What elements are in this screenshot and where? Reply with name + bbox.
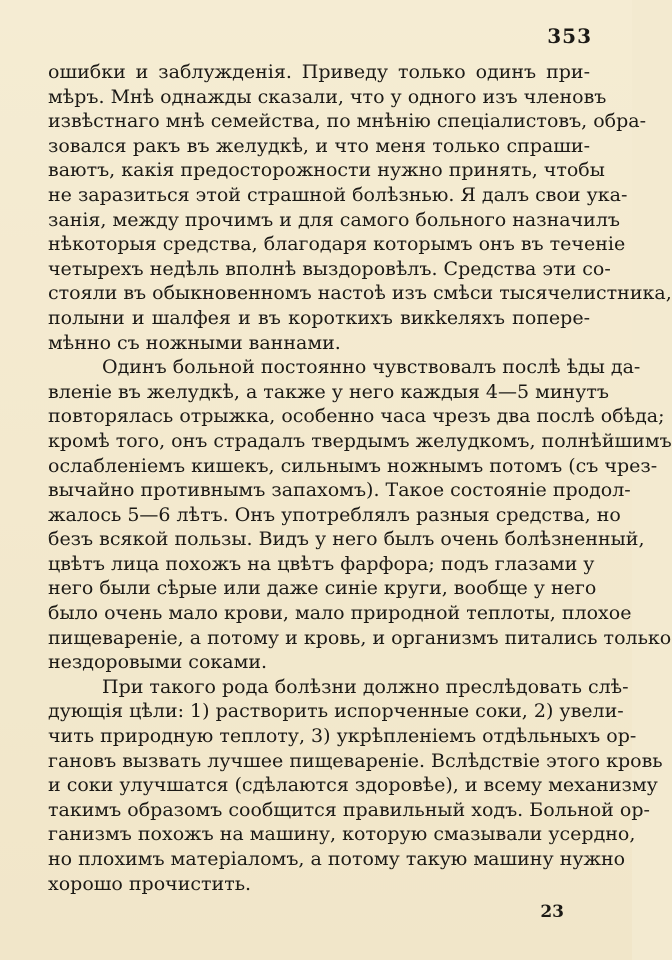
text-line: мѣръ. Мнѣ однажды сказали, что у одного изъ членовъ xyxy=(48,85,607,108)
text-line: кромѣ того, онъ страдалъ твердымъ желудкомъ, полнѣйшимъ xyxy=(48,429,672,452)
text-line: ваютъ, какія предосторожности нужно принять, чтобы xyxy=(48,159,605,182)
text-line: хорошо прочистить. xyxy=(48,872,252,895)
text-line: стояли въ обыкновенномъ настоѣ изъ смѣси тысячелистника, xyxy=(48,282,672,305)
text-line: повторялась отрыжка, особенно часа чрезъ два послѣ обѣда; xyxy=(48,405,665,428)
text-line: него были сѣрые или даже синіе круги, вообще у него xyxy=(48,577,597,600)
printer-signature: 23 xyxy=(540,902,564,922)
text-line: жалось 5—6 лѣтъ. Онъ употреблялъ разныя средства, но xyxy=(48,503,621,526)
body-text xyxy=(48,60,672,896)
text-line: ганизмъ похожъ на машину, которую смазывали усердно, xyxy=(48,823,636,846)
text-line: мѣнно съ ножными ваннами. xyxy=(48,331,341,354)
text-line: ослабленіемъ кишекъ, сильнымъ ножнымъ потомъ (съ чрез- xyxy=(48,454,658,477)
text-line: Одинъ больной постоянно чувствовалъ послѣ ѣды да- xyxy=(102,356,641,379)
text-line: полыни и шалфея и въ короткихъ викkеляхъ попере- xyxy=(48,306,590,329)
text-line: цвѣтъ лица похожъ на цвѣтъ фарфора; подъ глазами у xyxy=(48,552,595,575)
text-line: нѣкоторыя средства, благодаря которымъ онъ въ теченіе xyxy=(48,233,626,256)
text-line: зовался ракъ въ желудкѣ, и что меня только спраши- xyxy=(48,134,590,157)
text-line: было очень мало крови, мало природной теплоты, плохое xyxy=(48,602,632,625)
text-line: четырехъ недѣль вполнѣ выздоровѣлъ. Средства эти со- xyxy=(48,257,611,280)
text-line: безъ всякой пользы. Видъ у него былъ очень болѣзненный, xyxy=(48,528,645,551)
text-line: извѣстнаго мнѣ семейства, по мнѣнію спеціалистовъ, обра- xyxy=(48,110,647,133)
text-line: вленіе въ желудкѣ, а также у него каждыя 4—5 минутъ xyxy=(48,380,609,403)
text-line: не заразиться этой страшной болѣзнью. Я далъ свои ука- xyxy=(48,183,628,206)
text-line: занія, между прочимъ и для самого больного назначилъ xyxy=(48,208,620,231)
text-line: пищевареніе, а потому и кровь, и организмъ питались только xyxy=(48,626,672,649)
text-line: но плохимъ матеріаломъ, а потому такую машину нужно xyxy=(48,848,626,870)
text-line: ошибки и заблужденія. Приведу только одинъ при- xyxy=(48,61,590,83)
text-line: нездоровыми соками. xyxy=(48,651,268,674)
text-line: такимъ образомъ сообщится правильный ходъ. Больной ор- xyxy=(48,798,650,821)
text-line: и соки улучшатся (сдѣлаются здоровѣе), и всему механизму xyxy=(48,774,658,797)
text-line: дующія цѣли: 1) растворить испорченные соки, 2) увели- xyxy=(48,700,624,723)
text-line: чить природную теплоту, 3) укрѣпленіемъ отдѣльныхъ ор- xyxy=(48,725,637,748)
page-number: 353 xyxy=(547,24,592,48)
text-line: гановъ вызвать лучшее пищевареніе. Вслѣдствіе этого кровь xyxy=(48,749,663,772)
text-line: вычайно противнымъ запахомъ). Такое состояніе продол- xyxy=(48,479,631,502)
text-line: При такого рода болѣзни должно преслѣдовать слѣ- xyxy=(102,675,629,698)
